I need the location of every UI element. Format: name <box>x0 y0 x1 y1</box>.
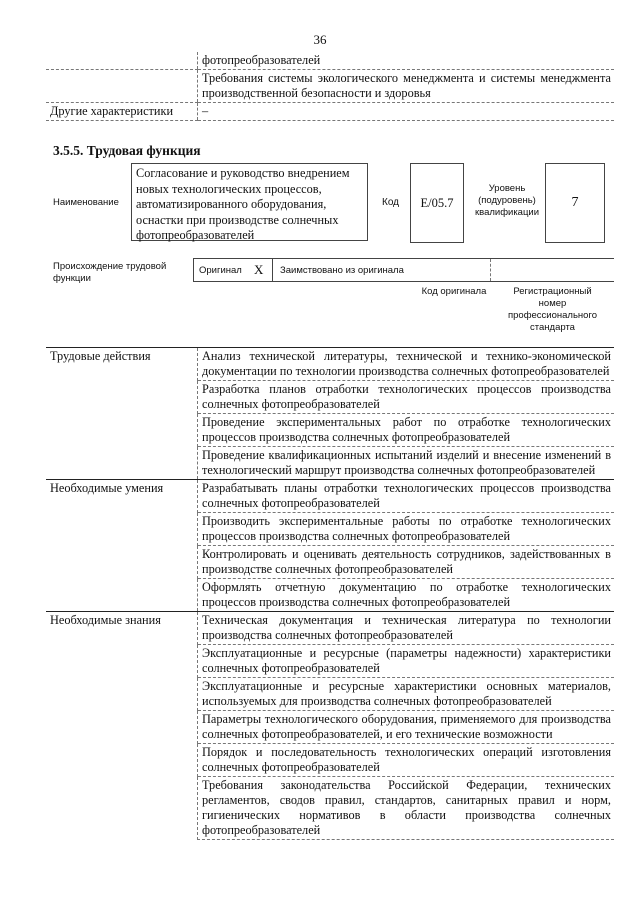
row-label <box>46 70 198 103</box>
row-text: Требования системы экологического менеджмента и системы менеджмента производственной безопасности и здоровья <box>198 70 615 103</box>
origin-label: Происхождение трудовой функции <box>53 261 167 284</box>
divider <box>490 259 492 281</box>
table-row: Проведение экспериментальных работ по отработке технологических процессов производства солнечных фотопреобразователей <box>198 414 615 447</box>
origin-row <box>193 258 614 282</box>
table-row: Производить экспериментальные работы по отработке технологических процессов производства солнечных фотопреобразователей <box>198 513 615 546</box>
table-row: Параметры технологического оборудования, применяемого для производства солнечных фотопреобразователей, и его технические возможности <box>198 711 615 744</box>
level-value: 7 <box>571 195 579 210</box>
function-code-box <box>410 163 464 243</box>
category-skills: Необходимые умения <box>46 480 198 612</box>
divider <box>272 259 274 281</box>
table-row: Эксплуатационные и ресурсные (параметры надежности) характеристики солнечных фотопреобразователей <box>198 645 615 678</box>
function-code: E/05.7 <box>420 195 454 210</box>
page-number: 36 <box>313 32 327 47</box>
other-characteristics-value: – <box>198 103 615 121</box>
table-row: Проведение квалификационных испытаний изделий и внесение изменений в технологический маршрут производства солнечных фотопреобразователей <box>198 447 615 480</box>
borrowed-label: Заимствовано из оригинала <box>280 264 404 276</box>
other-characteristics-label: Другие характеристики <box>46 103 198 121</box>
level-label: Уровень (подуровень) квалификации <box>474 183 540 218</box>
section-title: 3.5.5. Трудовая функция <box>53 143 201 158</box>
original-mark: X <box>254 262 264 277</box>
row-text: фотопреобразователей <box>198 52 615 70</box>
code-label: Код <box>382 197 400 208</box>
level-box <box>545 163 605 243</box>
table-row: Контролировать и оценивать деятельность сотрудников, задействованных в производстве солнечных фотопреобразователей <box>198 546 615 579</box>
code-original-label: Код оригинала <box>421 286 487 297</box>
table-row: Требования законодательства Российской Федерации, технических регламентов, сводов правил, стандартов, санитарных правил и норм, гигиенических нормативов в области производства солнечных фотопреобразователей <box>198 777 615 840</box>
table-row: Порядок и последовательность технологических операций изготовления солнечных фотопреобразователей <box>198 744 615 777</box>
table-row: Техническая документация и техническая литература по технологии производства солнечных фотопреобразователей <box>198 612 615 645</box>
table-row: Разрабатывать планы отработки технологических процессов производства солнечных фотопреобразователей <box>198 480 615 513</box>
table-row: Анализ технической литературы, технической и технико-экономической документации по технологии производства солнечных фотопреобразователей <box>198 348 615 381</box>
table-row: Разработка планов отработки технологических процессов производства солнечных фотопреобразователей <box>198 381 615 414</box>
reg-number-label: Регистрационный номер профессионального стандарта <box>508 286 597 333</box>
category-labor-actions: Трудовые действия <box>46 348 198 480</box>
table-row: Оформлять отчетную документацию по отработке технологических процессов производства солнечных фотопреобразователей <box>198 579 615 612</box>
table-row: Эксплуатационные и ресурсные характеристики основных материалов, используемых для производства солнечных фотопреобразователей <box>198 678 615 711</box>
function-name-box: Согласование и руководство внедрением новых технологических процессов, автоматизированного оборудования, оснастки при производстве солнечных фотопреобразователей <box>131 163 368 241</box>
continuation-table <box>46 52 614 121</box>
row-label <box>46 52 198 70</box>
labor-function-table <box>46 347 614 840</box>
category-knowledge: Необходимые знания <box>46 612 198 840</box>
original-label: Оригинал <box>199 264 242 276</box>
name-label: Наименование <box>53 197 119 208</box>
